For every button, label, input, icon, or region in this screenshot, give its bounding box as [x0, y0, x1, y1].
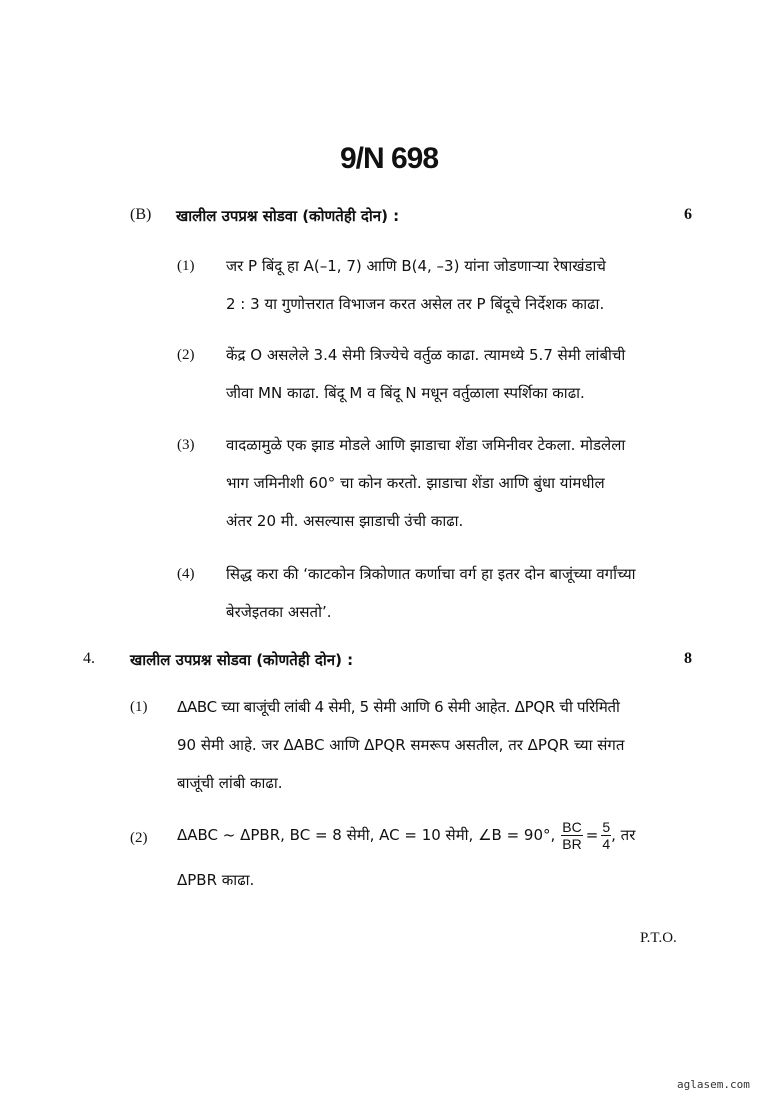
question-number: (4): [177, 566, 195, 582]
question-number: (1): [130, 699, 148, 715]
question-text-line: केंद्र O असलेले 3.4 सेमी त्रिज्येचे वर्तुळ काढा. त्यामध्ये 5.7 सेमी लांबीची: [226, 346, 626, 364]
paper-code: 9/N 698: [339, 142, 439, 175]
question-text-line: [177, 815, 635, 855]
question-text-line: वादळामुळे एक झाड मोडले आणि झाडाचा शेंडा जमिनीवर टेकला. मोडलेला: [226, 436, 626, 454]
question-text-line: सिद्ध करा की ‘काटकोन त्रिकोणात कर्णाचा वर्ग हा इतर दोन बाजूंच्या वर्गांच्या: [226, 565, 636, 583]
fraction-denominator: 4: [602, 835, 611, 852]
question-text-line: भाग जमिनीशी 60° चा कोन करतो. झाडाचा शेंडा आणि बुंधा यांमधील: [226, 474, 605, 492]
fraction-numerator: BC: [562, 818, 582, 835]
fraction-bc-br: [561, 819, 582, 852]
question-text-line: 2 : 3 या गुणोत्तरात विभाजन करत असेल तर P बिंदूचे निर्देशक काढा.: [226, 295, 605, 313]
section-4-label: 4.: [83, 650, 95, 667]
section-4-marks: 8: [684, 650, 692, 667]
fraction-numerator: 5: [602, 818, 611, 835]
q2-text-before: ΔABC ~ ΔPBR, BC = 8 सेमी, AC = 10 सेमी, ∠B = 90°,: [177, 826, 556, 844]
section-4-heading: खालील उपप्रश्न सोडवा (कोणतेही दोन) :: [130, 651, 354, 669]
section-b-label: (B): [130, 206, 152, 223]
question-text-line: ΔABC च्या बाजूंची लांबी 4 सेमी, 5 सेमी आणि 6 सेमी आहेत. ΔPQR ची परिमिती: [177, 698, 620, 716]
question-text-line: बेरजेइतका असतो’.: [226, 603, 332, 621]
question-text-line: जर P बिंदू हा A(–1, 7) आणि B(4, –3) यांना जोडणाऱ्या रेषाखंडाचे: [226, 257, 606, 275]
section-b-marks: 6: [684, 206, 692, 223]
equals-sign: =: [585, 826, 599, 844]
question-text-line: जीवा MN काढा. बिंदू M व बिंदू N मधून वर्तुळाला स्पर्शिका काढा.: [226, 384, 585, 402]
question-number: (1): [177, 258, 195, 274]
fraction-denominator: BR: [562, 835, 582, 852]
fraction-5-4: [601, 819, 611, 852]
question-text-line: बाजूंची लांबी काढा.: [177, 774, 283, 792]
section-b-heading: खालील उपप्रश्न सोडवा (कोणतेही दोन) :: [176, 207, 400, 225]
question-text-line: ΔPBR काढा.: [177, 871, 255, 889]
question-number: (2): [177, 347, 195, 363]
question-text-line: 90 सेमी आहे. जर ΔABC आणि ΔPQR समरूप असतील, तर ΔPQR च्या संगत: [177, 736, 625, 754]
q2-text-after: , तर: [611, 826, 636, 844]
question-text-line: अंतर 20 मी. असल्यास झाडाची उंची काढा.: [226, 512, 464, 530]
pto-note: P.T.O.: [640, 930, 677, 946]
watermark: aglasem.com: [677, 1078, 750, 1091]
question-number: (3): [177, 437, 195, 453]
question-number: (2): [130, 830, 148, 846]
